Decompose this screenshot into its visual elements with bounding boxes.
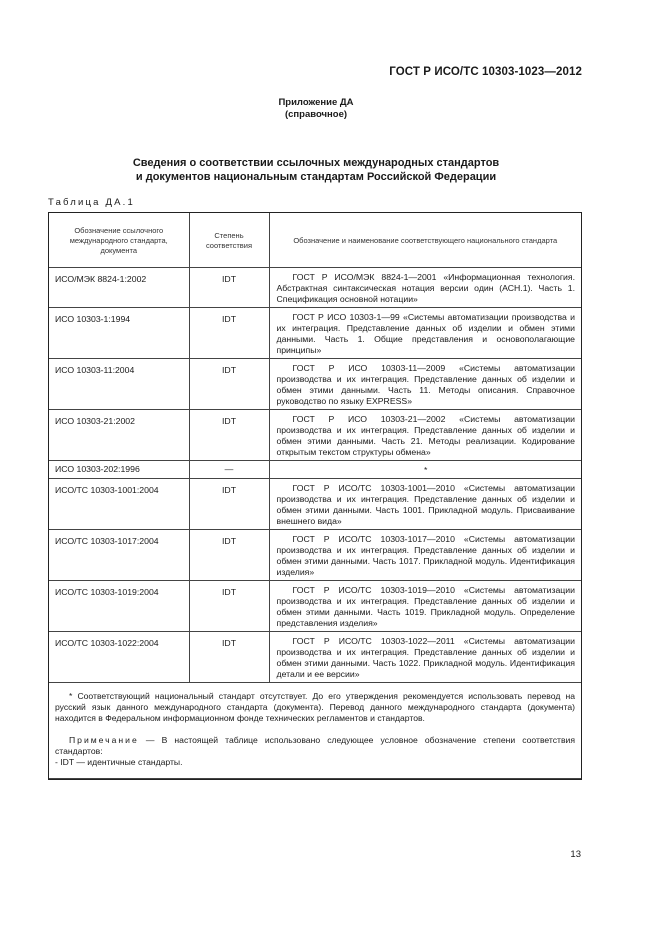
table-row (49, 410, 581, 461)
reference-cell: ИСО 10303-11:2004 (49, 359, 189, 410)
appendix-title: Приложение ДА (278, 97, 354, 108)
table-caption: Таблица ДА.1 (48, 197, 135, 208)
degree-cell: — (189, 461, 269, 479)
table-footnote-cell (49, 683, 581, 779)
degree-cell: IDT (189, 581, 269, 632)
document-code: ГОСТ Р ИСО/ТС 10303-1023—2012 (389, 66, 582, 78)
national-standard-cell: ГОСТ Р ИСО/ТС 10303-1022—2011 «Системы автоматизации производства и их интеграция. Представление данных об изделии и обмен этими данными. Часть 1022. Прикладной модуль. Идентификация детали и ее версии» (269, 632, 581, 683)
national-standard-cell: ГОСТ Р ИСО 10303-1—99 «Системы автоматизации производства и их интеграция. Представление данных об изделии и обмен этими данными. Часть 1. Общие представления и основополагающие принципы» (269, 308, 581, 359)
table-row (49, 268, 581, 308)
table-row (49, 479, 581, 530)
correspondence-table-frame (48, 212, 582, 780)
reference-cell: ИСО/ТС 10303-1022:2004 (49, 632, 189, 683)
table-note (55, 735, 575, 757)
degree-cell: IDT (189, 359, 269, 410)
correspondence-table (49, 213, 581, 779)
national-standard-cell: ГОСТ Р ИСО/ТС 10303-1019—2010 «Системы автоматизации производства и их интеграция. Представление данных об изделии и обмен этими данными. Часть 1019. Прикладной модуль. Определение представления изделия» (269, 581, 581, 632)
reference-cell: ИСО/ТС 10303-1001:2004 (49, 479, 189, 530)
note-text: — В настоящей таблице использовано следующее условное обозначение степени соответствия стандартов: (55, 735, 576, 756)
note-item: - IDT — идентичные стандарты. (55, 757, 183, 767)
degree-cell: IDT (189, 632, 269, 683)
table-row (49, 308, 581, 359)
table-footnote-row (49, 683, 581, 779)
header-degree: Степень соответствия (189, 213, 269, 268)
table-row (49, 359, 581, 410)
degree-cell: IDT (189, 268, 269, 308)
table-footnote: * Соответствующий национальный стандарт отсутствует. До его утверждения рекомендуется использовать перевод на русский язык данного международного стандарта (документа). Перевод данного международного стандарта (документа) находится в Федеральном информационном фонде технических регламентов и стандартов. (55, 691, 575, 723)
table-row (49, 581, 581, 632)
section-title-line1: Сведения о соответствии ссылочных международных стандартов (132, 157, 500, 169)
degree-cell: IDT (189, 479, 269, 530)
header-reference-standard: Обозначение ссылочного международного стандарта, документа (49, 213, 189, 268)
appendix-heading (0, 97, 632, 121)
reference-cell: ИСО 10303-1:1994 (49, 308, 189, 359)
reference-cell: ИСО/ТС 10303-1017:2004 (49, 530, 189, 581)
national-standard-cell: ГОСТ Р ИСО 10303-11—2009 «Системы автоматизации производства и их интеграция. Представление данных об изделии и обмен этими данными. Часть 11. Методы описания. Справочное руководство по языку EXPRESS» (269, 359, 581, 410)
reference-cell: ИСО/ТС 10303-1019:2004 (49, 581, 189, 632)
national-standard-cell: ГОСТ Р ИСО/ТС 10303-1017—2010 «Системы автоматизации производства и их интеграция. Представление данных об изделии и обмен этими данными. Часть 1017. Прикладной модуль. Идентификация изделия» (269, 530, 581, 581)
table-row (49, 632, 581, 683)
table-row (49, 461, 581, 479)
national-standard-cell: * (269, 461, 581, 479)
section-title (0, 156, 632, 184)
degree-cell: IDT (189, 410, 269, 461)
degree-cell: IDT (189, 530, 269, 581)
note-label: Примечание (69, 735, 139, 745)
reference-cell: ИСО 10303-21:2002 (49, 410, 189, 461)
national-standard-cell: ГОСТ Р ИСО 10303-21—2002 «Системы автоматизации производства и их интеграция. Представление данных об изделии и обмен этими данными. Часть 21. Методы реализации. Кодирование открытым текстом структуры обмена» (269, 410, 581, 461)
section-title-line2: и документов национальным стандартам Российской Федерации (135, 171, 497, 183)
table-row (49, 530, 581, 581)
header-national-standard: Обозначение и наименование соответствующего национального стандарта (269, 213, 581, 268)
degree-cell: IDT (189, 308, 269, 359)
appendix-subtitle: (справочное) (284, 109, 348, 120)
reference-cell: ИСО 10303-202:1996 (49, 461, 189, 479)
page-number: 13 (570, 849, 581, 860)
national-standard-cell: ГОСТ Р ИСО/ТС 10303-1001—2010 «Системы автоматизации производства и их интеграция. Представление данных об изделии и обмен этими данными. Часть 1001. Прикладной модуль. Присваивание внешнего вида» (269, 479, 581, 530)
table-header-row (49, 213, 581, 268)
national-standard-cell: ГОСТ Р ИСО/МЭК 8824-1—2001 «Информационная технология. Абстрактная синтаксическая нотация версии один (АСН.1). Часть 1. Спецификация основной нотации» (269, 268, 581, 308)
reference-cell: ИСО/МЭК 8824-1:2002 (49, 268, 189, 308)
